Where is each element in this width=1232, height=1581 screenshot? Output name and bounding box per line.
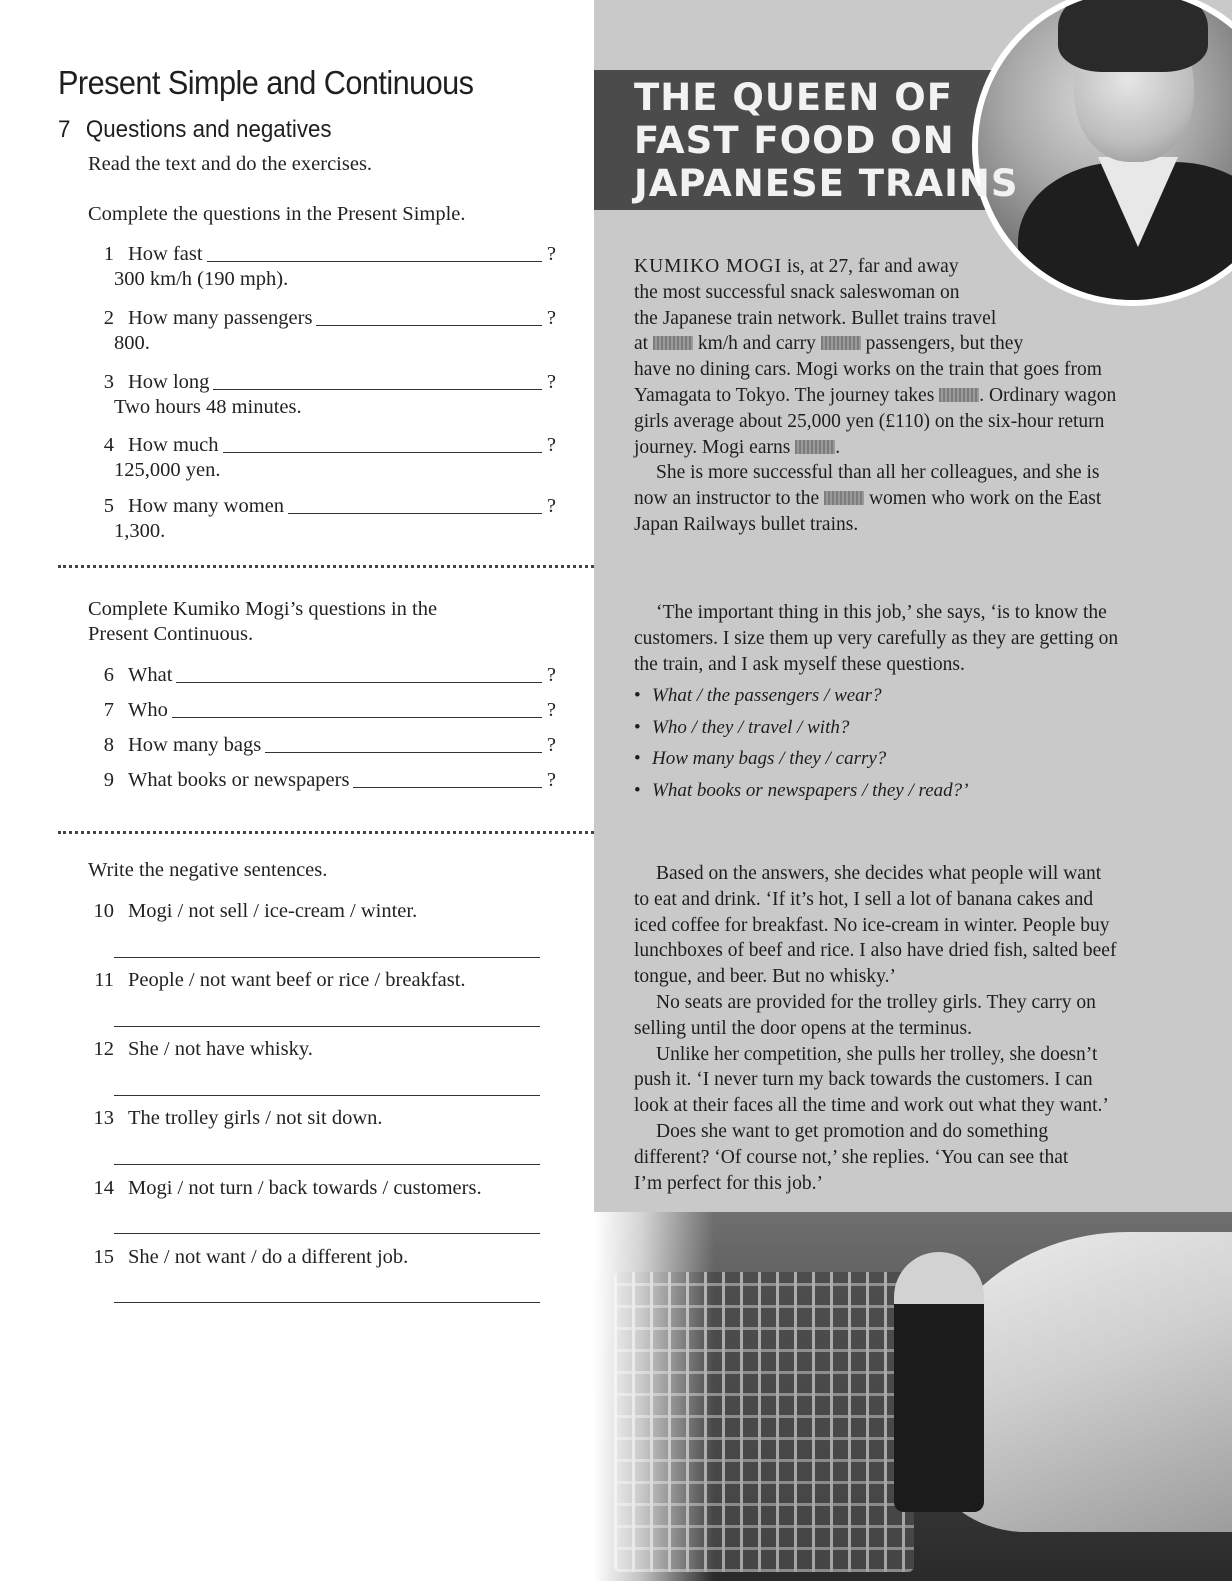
given-answer: 125,000 yen. xyxy=(114,459,221,481)
photo-fade xyxy=(594,1212,714,1581)
article-panel xyxy=(594,0,1232,1581)
text-line: km/h and carry xyxy=(692,333,821,355)
trolley-girl xyxy=(894,1252,984,1512)
question-stem: What xyxy=(128,664,173,686)
question-stem: What books or newspapers xyxy=(128,769,350,791)
trolley-photo xyxy=(594,1212,1232,1581)
question-number: 13 xyxy=(93,1107,114,1129)
text-line: . xyxy=(835,436,841,458)
answer-blank[interactable] xyxy=(265,751,542,753)
sentence-prompt: Mogi / not turn / back towards / customers. xyxy=(128,1177,482,1199)
exercise-column xyxy=(0,0,598,1581)
question-stem: How fast xyxy=(128,243,203,265)
text-line: Japan Railways bullet trains. xyxy=(634,513,859,535)
section-number: 7 xyxy=(58,116,71,143)
answer-line[interactable] xyxy=(114,1163,540,1165)
answer-line[interactable] xyxy=(114,1301,540,1303)
sentence-prompt: People / not want beef or rice / breakfast. xyxy=(128,969,466,991)
bullet-item: • Who / they / travel / with? xyxy=(634,712,968,744)
text-line: the Japanese train network. Bullet trains travel xyxy=(634,307,997,329)
redacted-value xyxy=(939,388,979,402)
article-paragraph-3 xyxy=(634,600,1194,677)
question-2 xyxy=(76,306,556,356)
part-c-instruction: Write the negative sentences. xyxy=(88,859,328,881)
redacted-value xyxy=(653,336,693,350)
question-mark: ? xyxy=(546,243,556,265)
question-13 xyxy=(76,1106,556,1131)
article-paragraph-1 xyxy=(634,254,1194,538)
answer-blank[interactable] xyxy=(213,388,542,390)
part-a-instruction: Complete the questions in the Present Simple. xyxy=(88,203,466,225)
question-mark: ? xyxy=(546,769,556,791)
question-number: 12 xyxy=(93,1038,114,1060)
given-answer: Two hours 48 minutes. xyxy=(114,396,302,418)
text-line: is, at 27, far and away xyxy=(782,256,959,277)
question-number: 8 xyxy=(103,734,114,756)
section-divider xyxy=(58,565,594,568)
page-title: Present Simple and Continuous xyxy=(58,64,474,101)
question-stem: How many passengers xyxy=(128,307,313,329)
text-line: tongue, and beer. But no whisky.’ xyxy=(634,966,896,988)
text-line: No seats are provided for the trolley girls. They carry on xyxy=(656,991,1096,1013)
question-12 xyxy=(76,1037,556,1062)
sentence-prompt: She / not want / do a different job. xyxy=(128,1246,409,1268)
text-line: She is more successful than all her colleagues, and she is xyxy=(656,462,1100,484)
portrait-hair xyxy=(1058,0,1208,72)
given-answer: 800. xyxy=(114,332,150,354)
question-mark: ? xyxy=(546,307,556,329)
text-line: selling until the door opens at the terminus. xyxy=(634,1017,972,1039)
question-number: 11 xyxy=(94,969,114,991)
sentence-prompt: She / not have whisky. xyxy=(128,1038,313,1060)
question-stem: How many bags xyxy=(128,734,262,756)
answer-blank[interactable] xyxy=(288,512,542,514)
answer-blank[interactable] xyxy=(316,324,542,326)
question-number: 10 xyxy=(93,900,114,922)
text-line: at xyxy=(634,333,653,355)
bullet-item: • What books or newspapers / they / read?’ xyxy=(634,775,968,807)
question-number: 14 xyxy=(93,1177,114,1199)
question-mark: ? xyxy=(546,664,556,686)
text-line: the most successful snack saleswoman on xyxy=(634,281,960,303)
question-11 xyxy=(76,968,556,993)
question-mark: ? xyxy=(546,371,556,393)
article-name: KUMIKO MOGI xyxy=(634,256,783,277)
question-15 xyxy=(76,1245,556,1270)
section-heading xyxy=(58,116,332,144)
question-number: 6 xyxy=(103,664,114,686)
bullet-item: • What / the passengers / wear? xyxy=(634,680,968,712)
sentence-prompt: Mogi / not sell / ice-cream / winter. xyxy=(128,900,418,922)
question-7 xyxy=(76,698,556,723)
question-1 xyxy=(76,242,556,292)
headline-line-2: FAST FOOD ON xyxy=(634,119,955,162)
question-mark: ? xyxy=(546,734,556,756)
part-b-instruction xyxy=(88,597,437,647)
question-mark: ? xyxy=(546,495,556,517)
text-line: customers. I size them up very carefully as they are getting on xyxy=(634,627,1119,649)
text-line: girls average about 25,000 yen (£110) on the six-hour return xyxy=(634,410,1105,432)
text-line: now an instructor to the xyxy=(634,488,825,510)
part-b-instruction-line-1: Complete Kumiko Mogi’s questions in the xyxy=(88,598,438,620)
question-4 xyxy=(76,433,556,483)
question-bullets xyxy=(634,680,968,806)
section-title: Questions and negatives xyxy=(85,116,332,143)
given-answer: 300 km/h (190 mph). xyxy=(114,268,289,290)
answer-blank[interactable] xyxy=(353,786,542,788)
text-line: Yamagata to Tokyo. The journey takes xyxy=(634,384,940,406)
answer-blank[interactable] xyxy=(172,716,542,718)
answer-blank[interactable] xyxy=(176,681,542,683)
bullet-item: • How many bags / they / carry? xyxy=(634,743,968,775)
text-line: ‘The important thing in this job,’ she says, ‘is to know the xyxy=(656,602,1107,623)
answer-line[interactable] xyxy=(114,956,540,958)
text-line: Based on the answers, she decides what people will want xyxy=(656,863,1102,884)
answer-line[interactable] xyxy=(114,1025,540,1027)
redacted-value xyxy=(824,491,864,505)
article-headline xyxy=(634,76,1019,205)
answer-blank[interactable] xyxy=(223,451,542,453)
text-line: have no dining cars. Mogi works on the train that goes from xyxy=(634,359,1102,381)
text-line: . Ordinary wagon xyxy=(979,384,1117,406)
section-divider xyxy=(58,831,594,834)
question-6 xyxy=(76,663,556,688)
question-number: 2 xyxy=(103,307,114,329)
redacted-value xyxy=(821,336,861,350)
text-line: journey. Mogi earns xyxy=(634,436,796,458)
text-line: women who work on the East xyxy=(864,488,1102,510)
article-paragraph-4 xyxy=(634,861,1194,1196)
question-10 xyxy=(76,899,556,924)
question-3 xyxy=(76,370,556,420)
text-line: Unlike her competition, she pulls her trolley, she doesn’t xyxy=(656,1043,1098,1065)
answer-line[interactable] xyxy=(114,1232,540,1234)
headline-line-3: JAPANESE TRAINS xyxy=(634,162,1019,205)
question-stem: Who xyxy=(128,699,168,721)
sentence-prompt: The trolley girls / not sit down. xyxy=(128,1107,383,1129)
question-stem: How much xyxy=(128,434,219,456)
answer-blank[interactable] xyxy=(207,260,542,262)
headline-line-1: THE QUEEN OF xyxy=(634,76,953,119)
text-line: push it. ‘I never turn my back towards the customers. I can xyxy=(634,1069,1093,1091)
text-line: passengers, but they xyxy=(860,333,1024,355)
question-5 xyxy=(76,494,556,544)
question-stem: How many women xyxy=(128,495,285,517)
text-line: I’m perfect for this job.’ xyxy=(634,1172,823,1194)
question-number: 7 xyxy=(103,699,114,721)
text-line: to eat and drink. ‘If it’s hot, I sell a lot of banana cakes and xyxy=(634,888,1094,910)
given-answer: 1,300. xyxy=(114,520,166,542)
text-line: iced coffee for breakfast. No ice-cream in winter. People buy xyxy=(634,914,1110,936)
question-8 xyxy=(76,733,556,758)
question-number: 1 xyxy=(103,243,114,265)
question-number: 3 xyxy=(103,371,114,393)
redacted-value xyxy=(795,440,835,454)
question-number: 5 xyxy=(103,495,114,517)
text-line: lunchboxes of beef and rice. I also have dried fish, salted beef xyxy=(634,940,1117,962)
question-14 xyxy=(76,1176,556,1201)
answer-line[interactable] xyxy=(114,1094,540,1096)
question-stem: How long xyxy=(128,371,210,393)
question-mark: ? xyxy=(546,699,556,721)
text-line: look at their faces all the time and work out what they want.’ xyxy=(634,1095,1109,1117)
text-line: different? ‘Of course not,’ she replies. ‘You can see that xyxy=(634,1146,1069,1168)
question-number: 4 xyxy=(103,434,114,456)
question-number: 9 xyxy=(103,769,114,791)
intro-instruction: Read the text and do the exercises. xyxy=(88,153,373,175)
part-b-instruction-line-2: Present Continuous. xyxy=(88,623,254,645)
text-line: the train, and I ask myself these questions. xyxy=(634,653,965,675)
question-number: 15 xyxy=(93,1246,114,1268)
question-9 xyxy=(76,768,556,793)
text-line: Does she want to get promotion and do something xyxy=(656,1120,1049,1142)
question-mark: ? xyxy=(546,434,556,456)
